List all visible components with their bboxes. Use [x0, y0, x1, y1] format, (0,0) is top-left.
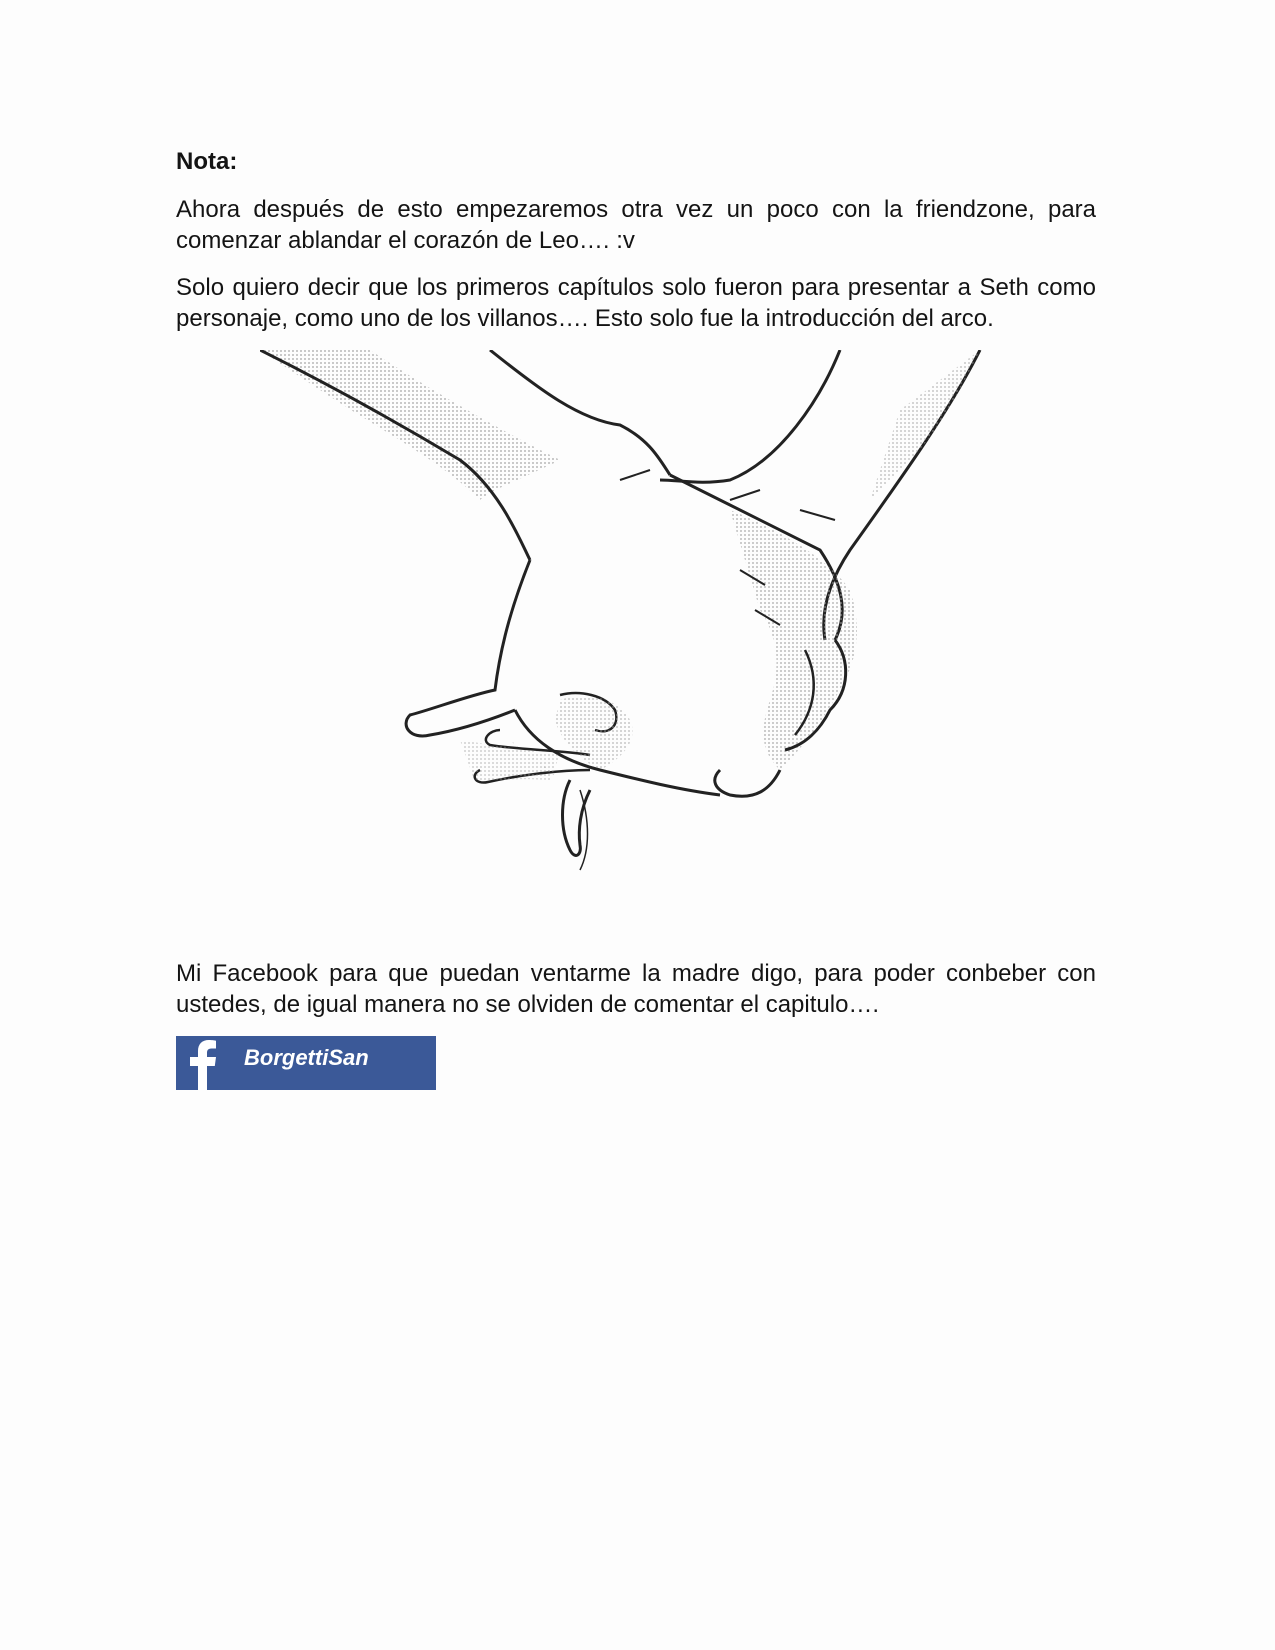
note-paragraph-1: Ahora después de esto empezaremos otra vez un poco con la friendzone, para comenzar ablandar el corazón de Leo…. :v [176, 196, 1096, 254]
note-paragraph-2: Solo quiero decir que los primeros capítulos solo fueron para presentar a Seth como personaje, como uno de los villanos…. Esto solo fue la introducción del arco. [176, 274, 1096, 332]
facebook-icon [176, 1036, 228, 1090]
note-heading: Nota: [176, 148, 238, 175]
facebook-paragraph: Mi Facebook para que puedan ventarme la madre digo, para poder conbeber con ustedes, de igual manera no se olviden de comentar el capitulo…. [176, 960, 1096, 1018]
holding-hands-illustration [260, 350, 1060, 910]
document-page [176, 140, 1096, 1090]
facebook-username: BorgettiSan [244, 1045, 369, 1070]
facebook-profile-badge[interactable] [176, 1036, 436, 1090]
